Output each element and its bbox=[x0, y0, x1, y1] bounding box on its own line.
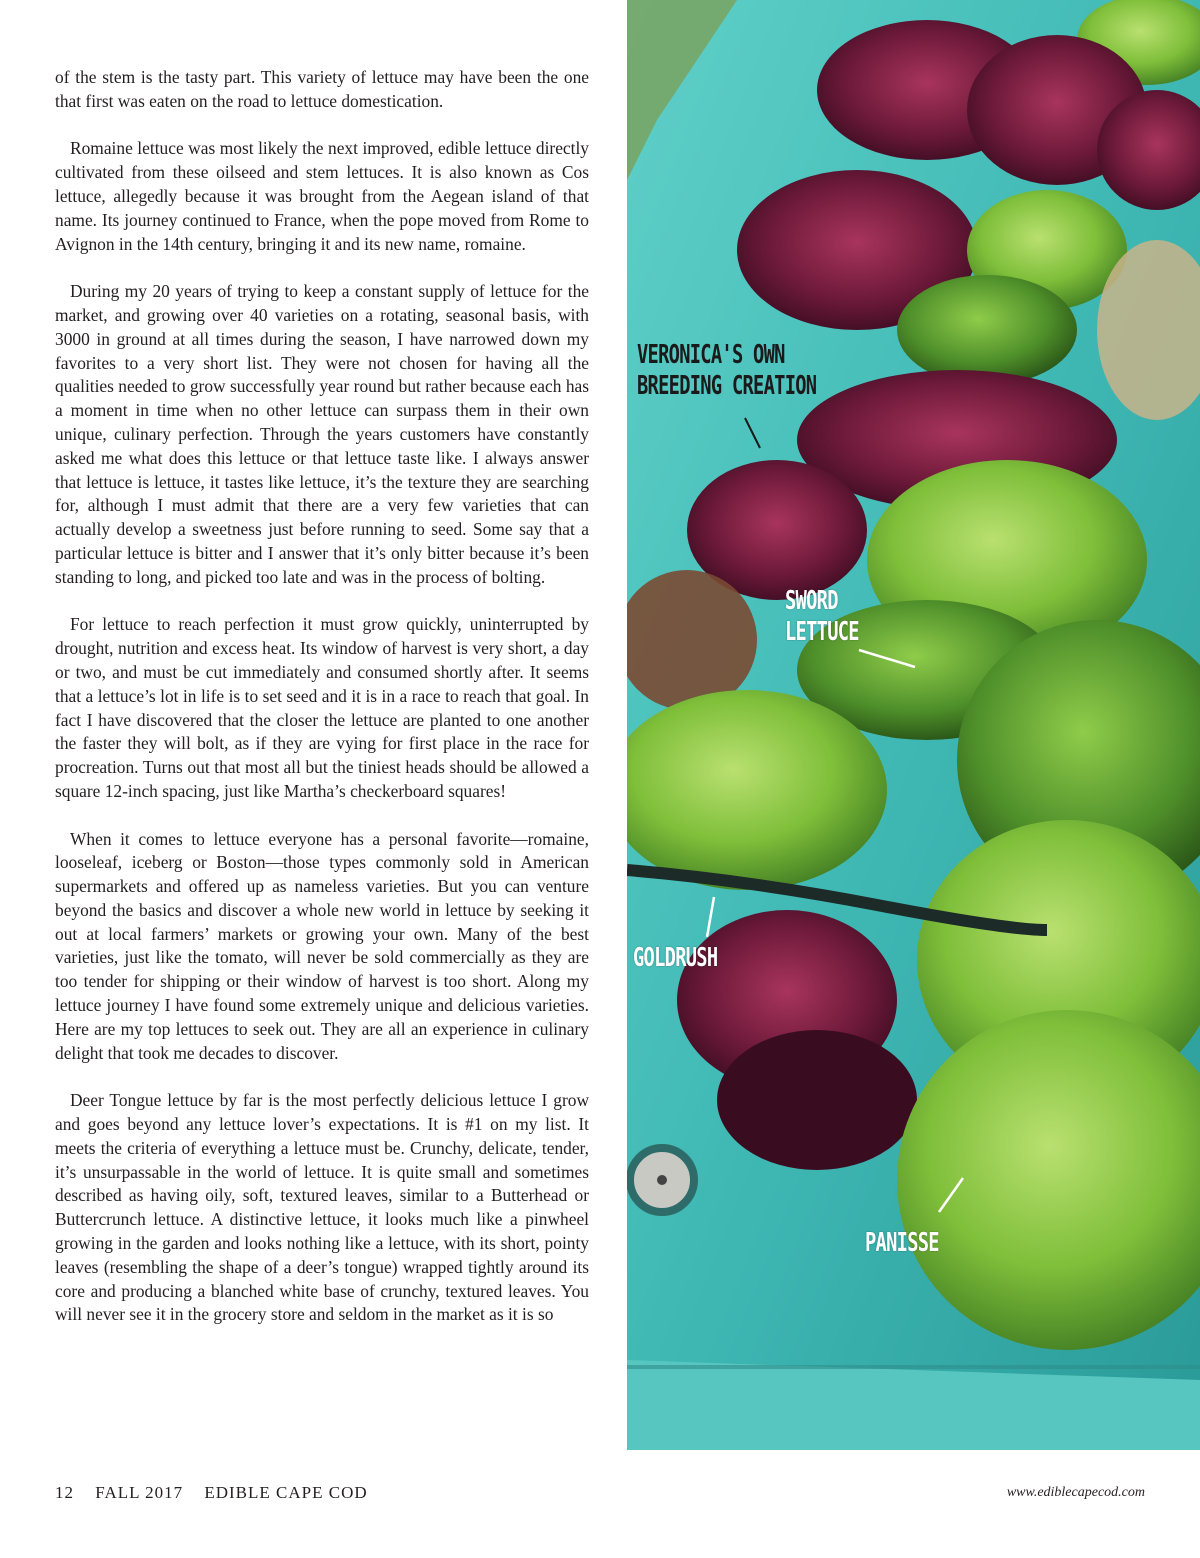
article-paragraph: of the stem is the tasty part. This variety of lettuce may have been the one that first was eaten on the road to lettuce domestication. bbox=[55, 67, 589, 111]
lettuce-photo bbox=[627, 0, 1200, 1450]
issue-label: FALL 2017 bbox=[95, 1483, 184, 1502]
caption-line: PANISSE bbox=[865, 1228, 939, 1258]
article-body bbox=[55, 66, 589, 1351]
caption-line: VERONICA'S OWN bbox=[637, 340, 785, 370]
article-paragraph: During my 20 years of trying to keep a constant supply of lettuce for the market, and growing over 40 varieties on a rotating, seasonal basis, with 3000 in ground at all times during the season, I have narrowed down my favorites to a very short list. They were not chosen for having all the qualities needed to grow successfully year round but rather because each has a moment in time when no other lettuce can surpass them in their own unique, culinary perfection. Through the years customers have constantly asked me what does this lettuce or that lettuce taste like. I always answer that lettuce is lettuce, it tastes like lettuce, it’s the texture they are searching for, although I must admit that there are a very few varieties that can actually develop a sweetness just before running to seed. Some say that a particular lettuce is bitter and I answer that it’s only bitter because it’s been standing to long, and picked too late and was in the process of bolting. bbox=[55, 281, 589, 587]
caption-sword-lettuce bbox=[785, 586, 859, 648]
caption-line: BREEDING CREATION bbox=[637, 371, 817, 401]
caption-goldrush bbox=[633, 943, 717, 974]
caption-line: SWORD bbox=[785, 586, 838, 616]
page-footer bbox=[55, 1483, 1145, 1507]
footer-folio bbox=[55, 1483, 384, 1503]
article-paragraph: When it comes to lettuce everyone has a personal favorite—romaine, looseleaf, iceberg or Boston—those types commonly sold in American supermarkets and offered up as nameless varieties. But you can venture beyond the basics and discover a whole new world in lettuce by seeking it out at local farmers’ markets or growing your own. Many of the best varieties, just like the tomato, will never be sold commercially as they are too tender for shipping or their window of harvest is too short. Along my lettuce journey I have found some extremely unique and delicious varieties. Here are my top lettuces to seek out. They are all an experience in culinary delight that took me decades to discover. bbox=[55, 828, 589, 1063]
caption-line: LETTUCE bbox=[785, 617, 859, 647]
publication-name: EDIBLE CAPE COD bbox=[204, 1483, 368, 1502]
article-paragraph: Romaine lettuce was most likely the next improved, edible lettuce directly cultivated from these oilseed and stem lettuces. It is also known as Cos lettuce, allegedly because it was brought from the Aegean island of that name. Its journey continued to France, when the pope moved from Rome to Avignon in the 14th century, bringing it and its new name, romaine. bbox=[55, 138, 589, 254]
caption-line: GOLDRUSH bbox=[633, 943, 718, 973]
caption-veronica bbox=[637, 340, 816, 402]
article-paragraph: For lettuce to reach perfection it must grow quickly, uninterrupted by drought, nutrition and excess heat. Its window of harvest is very short, a day or two, and must be cut immediately and consumed shortly after. It seems that a lettuce’s lot in life is to set seed and it is in a race to reach that goal. In fact I have discovered that the closer the lettuce are planted to one another the faster they will bolt, as if they are vying for first place in the race for procreation. Turns out that most all but the tiniest heads should be allowed a square 12-inch spacing, just like Martha’s checkerboard squares! bbox=[55, 614, 589, 801]
website-link[interactable]: www.ediblecapecod.com bbox=[1006, 1485, 1145, 1500]
caption-panisse bbox=[865, 1228, 939, 1259]
article-paragraph: Deer Tongue lettuce by far is the most perfectly delicious lettuce I grow and goes beyond any lettuce lover’s expectations. It is #1 on my list. It meets the criteria of everything a lettuce must be. Crunchy, delicate, tender, it’s unsurpassable in the world of lettuce. It is quite small and sometimes described as having oily, soft, textured leaves, similar to a Butterhead or Buttercrunch lettuce. A distinctive lettuce, it looks much like a pinwheel growing in the garden and looks nothing like a lettuce, with its short, pointy leaves (resembling the shape of a deer’s tongue) wrapped tightly around its core and producing a blanched white base of crunchy, textured leaves. You will never see it in the grocery store and seldom in the market as it is so bbox=[55, 1090, 589, 1325]
page-number: 12 bbox=[55, 1483, 74, 1502]
